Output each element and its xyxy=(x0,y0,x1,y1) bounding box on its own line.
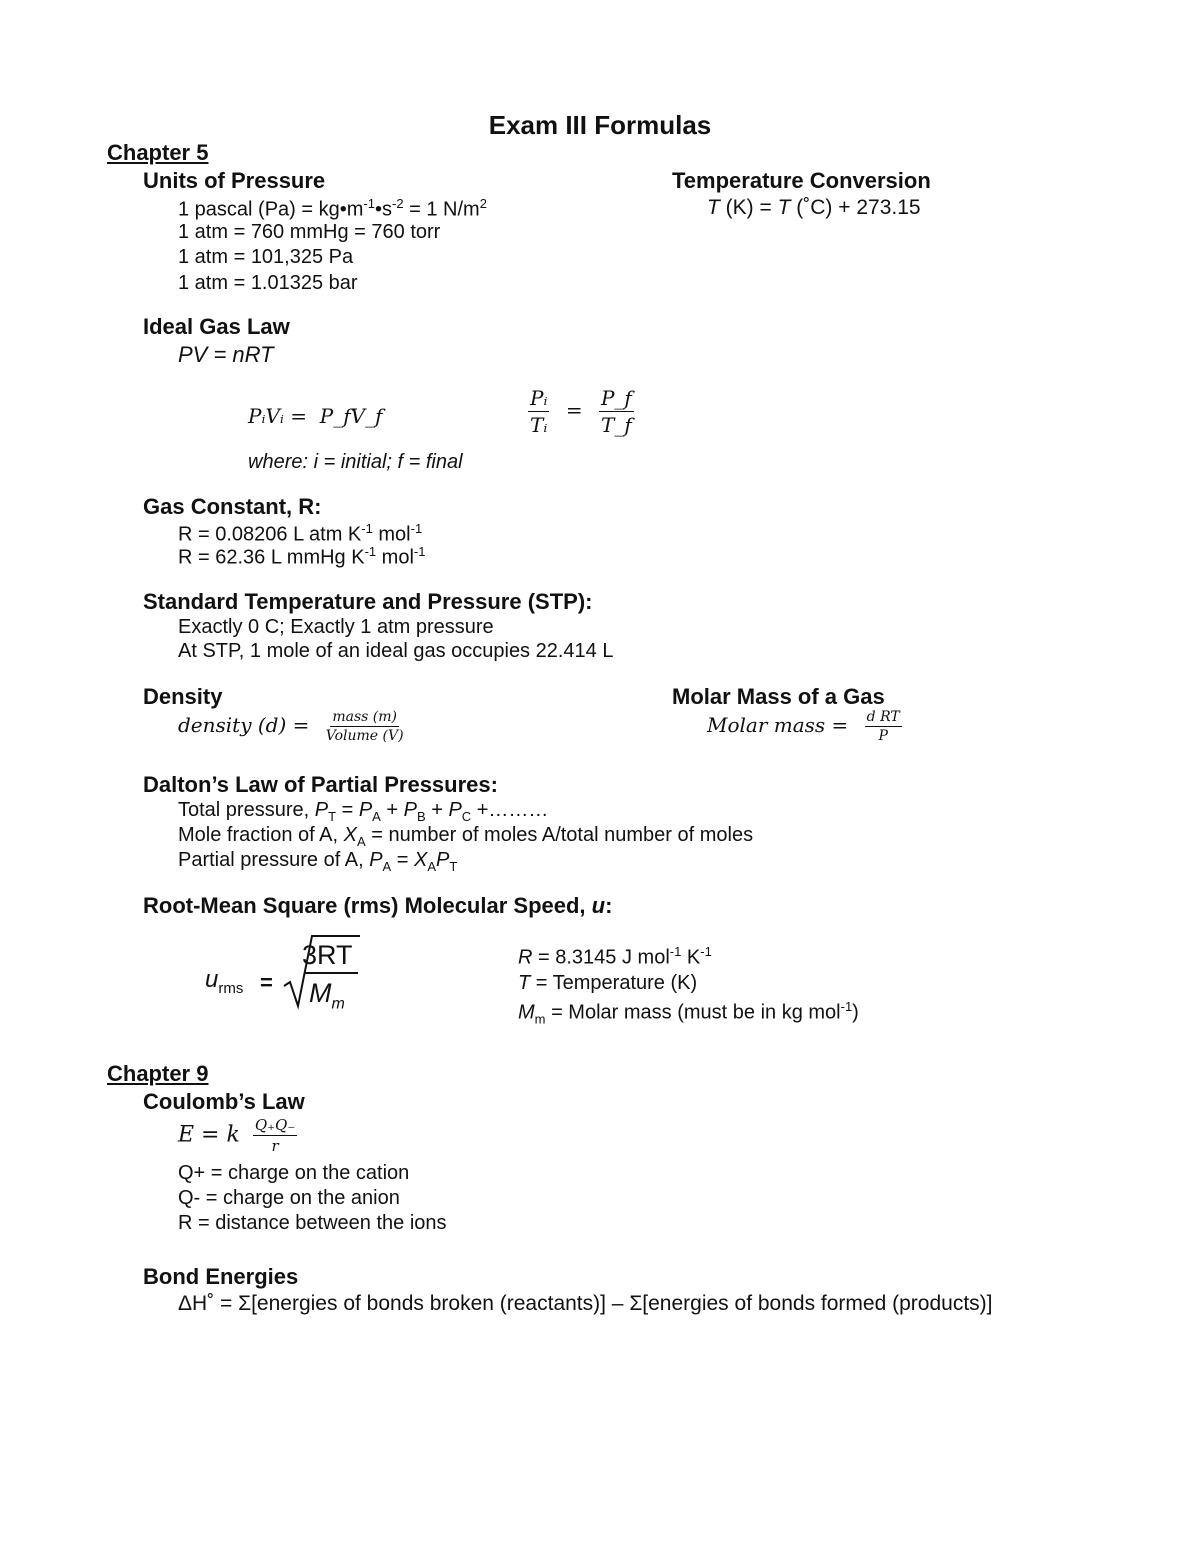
coulomb-line-2: Q- = charge on the anion xyxy=(178,1187,400,1209)
gas-constant-line-1: R = 0.08206 L atm $K^{-1}$ mol$^{-1}$ xyxy=(178,521,423,546)
rms-m-definition: $M_m$ = Molar mass (must be in kg mol$^{-1}$) xyxy=(518,999,859,1027)
gas-constant-heading: Gas Constant, R: xyxy=(143,494,322,519)
ideal-gas-where-note: where: i = initial; f = final xyxy=(248,451,463,473)
density-heading: Density xyxy=(143,684,223,709)
molar-mass-formula: Molar mass = $\frac{\text{d RT}}{P}$ xyxy=(707,709,900,744)
dalton-line-1: Total pressure, $P_T = P_A + P_B + P_C$ +……… xyxy=(178,799,549,824)
rms-speed-heading: Root-Mean Square (rms) Molecular Speed, u: xyxy=(143,893,613,918)
temperature-formula: T (K) = T (˚C) + 273.15 xyxy=(707,196,921,219)
coulomb-formula: E = k $\frac{Q_+Q_-}{r}$ xyxy=(178,1116,296,1155)
chapter-5-heading: Chapter 5 xyxy=(107,140,209,165)
boyle-equation: PᵢVᵢ = P_fV_f xyxy=(248,404,383,428)
ideal-gas-law-heading: Ideal Gas Law xyxy=(143,314,290,339)
stp-heading: Standard Temperature and Pressure (STP): xyxy=(143,589,593,614)
pressure-line-2: 1 atm = 760 mmHg = 760 torr xyxy=(178,221,441,243)
coulombs-law-heading: Coulomb’s Law xyxy=(143,1089,305,1114)
molar-mass-heading: Molar Mass of a Gas xyxy=(672,684,885,709)
rms-fraction-bar xyxy=(304,972,358,974)
pressure-line-1: 1 pascal $(Pa) = kg•m^{-1}•s^{-2} = 1$ $N/m^2$ xyxy=(178,196,487,221)
rms-equals: = xyxy=(260,970,273,995)
daltons-law-heading: Dalton’s Law of Partial Pressures: xyxy=(143,772,498,797)
stp-line-2: At STP, 1 mole of an ideal gas occupies 22.414 L xyxy=(178,640,614,662)
charles-equation: $\frac{\text{Pᵢ}}{\text{Tᵢ}}$ = $\frac{P\_f}{T\_f}$ xyxy=(530,386,632,437)
temperature-conversion-heading: Temperature Conversion xyxy=(672,168,931,193)
rms-denominator: $M_m$ xyxy=(309,978,345,1013)
coulomb-line-1: Q+ = charge on the cation xyxy=(178,1162,410,1184)
chapter-9-heading: Chapter 9 xyxy=(107,1061,209,1086)
pressure-line-4: 1 atm = 1.01325 bar xyxy=(178,272,358,294)
rms-t-definition: T = Temperature (K) xyxy=(518,972,698,994)
rms-numerator: 3RT xyxy=(302,940,353,970)
bond-energies-equation: ΔH˚ = Σ[energies of bonds broken (reactants)] – Σ[energies of bonds formed (products)] xyxy=(178,1292,993,1315)
gas-constant-line-2: R = 62.36 L mmHg $K^{-1}$ mol$^{-1}$ xyxy=(178,544,426,569)
dalton-line-2: Mole fraction of A, $X_A$ = number of moles A/total number of moles xyxy=(178,824,754,849)
density-formula: density (d) = $\frac{\text{mass (m)}}{\text{Volume (V)}}$ xyxy=(178,709,404,744)
pressure-line-3: 1 atm = 101,325 Pa xyxy=(178,246,354,268)
ideal-gas-equation: PV = nRT xyxy=(178,342,274,367)
units-of-pressure-heading: Units of Pressure xyxy=(143,168,326,193)
coulomb-line-3: R = distance between the ions xyxy=(178,1212,447,1234)
page-title: Exam III Formulas xyxy=(488,110,712,140)
rms-r-definition: R = 8.3145 J mol$^{-1}$ $K^{-1}$ xyxy=(518,944,712,969)
dalton-line-3: Partial pressure of A, $P_A = X_AP_T$ xyxy=(178,849,458,874)
stp-line-1: Exactly 0 C; Exactly 1 atm pressure xyxy=(178,616,494,638)
rms-u-symbol: $u_{rms}$ xyxy=(205,966,244,997)
bond-energies-heading: Bond Energies xyxy=(143,1264,299,1289)
